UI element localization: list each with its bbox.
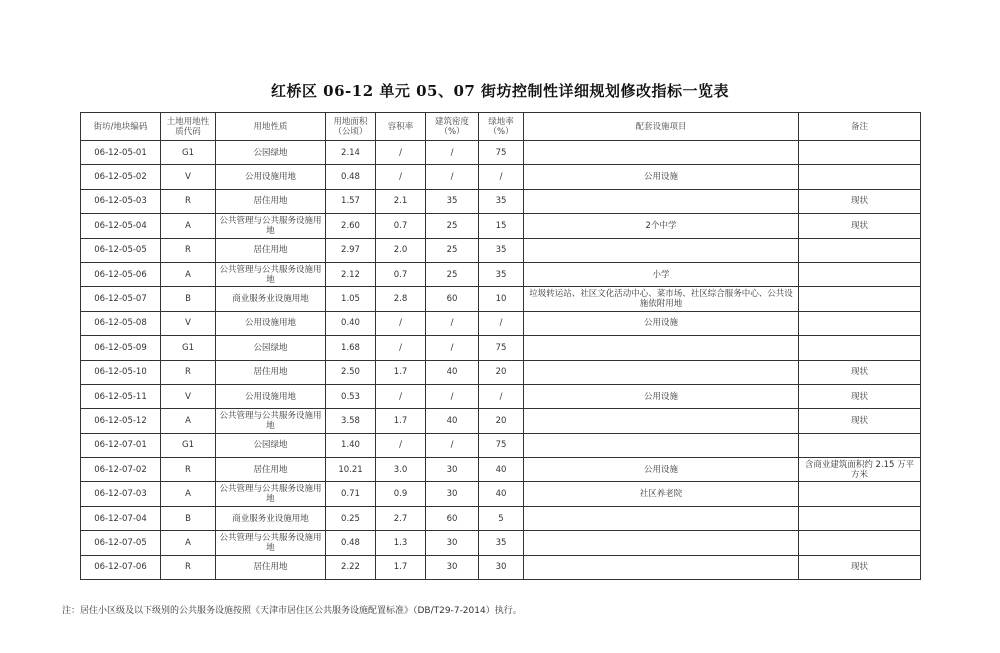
cell-land-use: 居住用地 <box>216 189 326 213</box>
cell-area: 1.57 <box>326 189 376 213</box>
table-row <box>81 238 921 262</box>
cell-facilities <box>524 531 799 555</box>
cell-far: 2.8 <box>376 287 426 311</box>
cell-area: 2.12 <box>326 262 376 286</box>
cell-remarks <box>799 506 921 530</box>
cell-far: 0.9 <box>376 482 426 506</box>
table-row <box>81 384 921 408</box>
cell-land-use: 公用设施用地 <box>216 311 326 335</box>
cell-facilities <box>524 238 799 262</box>
cell-land-use: 公用设施用地 <box>216 165 326 189</box>
cell-land-use: 商业服务业设施用地 <box>216 287 326 311</box>
cell-area: 3.58 <box>326 409 376 433</box>
table-row <box>81 141 921 165</box>
header-row <box>81 113 921 141</box>
cell-remarks: 现状 <box>799 384 921 408</box>
cell-land-use: 居住用地 <box>216 238 326 262</box>
cell-facilities: 2个中学 <box>524 214 799 238</box>
cell-density: 25 <box>426 238 479 262</box>
cell-land-code: V <box>161 165 216 189</box>
cell-green-ratio: 5 <box>479 506 524 530</box>
cell-far: 1.3 <box>376 531 426 555</box>
table-row <box>81 506 921 530</box>
cell-facilities <box>524 506 799 530</box>
cell-remarks <box>799 311 921 335</box>
cell-far: 1.7 <box>376 360 426 384</box>
cell-green-ratio: 35 <box>479 189 524 213</box>
cell-code: 06-12-05-07 <box>81 287 161 311</box>
cell-land-code: R <box>161 360 216 384</box>
table-row <box>81 409 921 433</box>
cell-green-ratio: 75 <box>479 141 524 165</box>
cell-facilities: 公用设施 <box>524 458 799 482</box>
cell-area: 0.48 <box>326 531 376 555</box>
cell-facilities <box>524 433 799 457</box>
cell-far: 1.7 <box>376 555 426 579</box>
cell-remarks <box>799 165 921 189</box>
cell-density: / <box>426 165 479 189</box>
cell-area: 0.48 <box>326 165 376 189</box>
cell-far: 2.1 <box>376 189 426 213</box>
cell-code: 06-12-05-11 <box>81 384 161 408</box>
cell-area: 2.60 <box>326 214 376 238</box>
cell-green-ratio: / <box>479 384 524 408</box>
cell-far: / <box>376 311 426 335</box>
cell-area: 10.21 <box>326 458 376 482</box>
cell-green-ratio: 75 <box>479 433 524 457</box>
cell-land-code: A <box>161 482 216 506</box>
cell-code: 06-12-07-03 <box>81 482 161 506</box>
cell-code: 06-12-07-04 <box>81 506 161 530</box>
col-header-land-use: 用地性质 <box>216 113 326 141</box>
cell-land-code: G1 <box>161 336 216 360</box>
cell-density: / <box>426 311 479 335</box>
cell-remarks <box>799 531 921 555</box>
cell-facilities: 社区养老院 <box>524 482 799 506</box>
cell-land-use: 公园绿地 <box>216 336 326 360</box>
cell-facilities <box>524 141 799 165</box>
table-row <box>81 482 921 506</box>
cell-far: 2.0 <box>376 238 426 262</box>
table-row <box>81 336 921 360</box>
cell-land-code: R <box>161 238 216 262</box>
cell-green-ratio: / <box>479 311 524 335</box>
col-header-green-ratio: 绿地率（%） <box>479 113 524 141</box>
indicator-table <box>80 112 921 580</box>
cell-green-ratio: 40 <box>479 458 524 482</box>
cell-facilities <box>524 336 799 360</box>
cell-density: / <box>426 336 479 360</box>
col-header-far: 容积率 <box>376 113 426 141</box>
table-row <box>81 214 921 238</box>
cell-area: 1.68 <box>326 336 376 360</box>
cell-green-ratio: 15 <box>479 214 524 238</box>
cell-far: 0.7 <box>376 262 426 286</box>
cell-density: 35 <box>426 189 479 213</box>
cell-remarks <box>799 262 921 286</box>
cell-area: 1.40 <box>326 433 376 457</box>
cell-green-ratio: 20 <box>479 360 524 384</box>
cell-facilities: 公用设施 <box>524 311 799 335</box>
cell-far: 1.7 <box>376 409 426 433</box>
cell-area: 2.14 <box>326 141 376 165</box>
cell-code: 06-12-05-09 <box>81 336 161 360</box>
cell-green-ratio: 35 <box>479 238 524 262</box>
col-header-area: 用地面积（公顷） <box>326 113 376 141</box>
cell-area: 2.22 <box>326 555 376 579</box>
cell-code: 06-12-07-02 <box>81 458 161 482</box>
cell-remarks: 现状 <box>799 409 921 433</box>
cell-remarks: 现状 <box>799 555 921 579</box>
cell-land-use: 公共管理与公共服务设施用地 <box>216 262 326 286</box>
cell-code: 06-12-05-02 <box>81 165 161 189</box>
cell-land-code: B <box>161 287 216 311</box>
cell-remarks: 现状 <box>799 189 921 213</box>
table-row <box>81 458 921 482</box>
cell-far: 0.7 <box>376 214 426 238</box>
cell-density: 25 <box>426 214 479 238</box>
cell-remarks <box>799 433 921 457</box>
cell-far: / <box>376 336 426 360</box>
table-row <box>81 262 921 286</box>
cell-code: 06-12-05-06 <box>81 262 161 286</box>
cell-code: 06-12-05-10 <box>81 360 161 384</box>
cell-far: / <box>376 384 426 408</box>
table-row <box>81 360 921 384</box>
cell-land-use: 居住用地 <box>216 360 326 384</box>
cell-land-use: 公用设施用地 <box>216 384 326 408</box>
cell-facilities <box>524 555 799 579</box>
cell-land-code: A <box>161 409 216 433</box>
col-header-land-code: 土地用地性质代码 <box>161 113 216 141</box>
cell-land-code: G1 <box>161 433 216 457</box>
cell-land-use: 公园绿地 <box>216 433 326 457</box>
cell-facilities <box>524 360 799 384</box>
cell-land-use: 居住用地 <box>216 555 326 579</box>
cell-code: 06-12-05-04 <box>81 214 161 238</box>
cell-land-use: 商业服务业设施用地 <box>216 506 326 530</box>
cell-far: 3.0 <box>376 458 426 482</box>
table-row <box>81 433 921 457</box>
cell-facilities: 公用设施 <box>524 165 799 189</box>
cell-remarks <box>799 336 921 360</box>
table-body <box>81 141 921 580</box>
table-row <box>81 165 921 189</box>
col-header-code: 街坊/地块编码 <box>81 113 161 141</box>
table-title: 红桥区 06-12 单元 05、07 街坊控制性详细规划修改指标一览表 <box>270 82 730 100</box>
table-row <box>81 287 921 311</box>
cell-land-code: V <box>161 384 216 408</box>
table-row <box>81 555 921 579</box>
cell-facilities: 垃圾转运站、社区文化活动中心、菜市场、社区综合服务中心、公共设施依附用地 <box>524 287 799 311</box>
cell-remarks: 现状 <box>799 214 921 238</box>
cell-area: 2.50 <box>326 360 376 384</box>
table-row <box>81 189 921 213</box>
cell-code: 06-12-05-12 <box>81 409 161 433</box>
cell-facilities <box>524 189 799 213</box>
cell-area: 2.97 <box>326 238 376 262</box>
cell-code: 06-12-05-01 <box>81 141 161 165</box>
col-header-density: 建筑密度（%） <box>426 113 479 141</box>
cell-remarks <box>799 238 921 262</box>
cell-facilities: 公用设施 <box>524 384 799 408</box>
cell-green-ratio: 35 <box>479 262 524 286</box>
cell-land-use: 公共管理与公共服务设施用地 <box>216 531 326 555</box>
cell-density: 40 <box>426 409 479 433</box>
cell-density: 60 <box>426 506 479 530</box>
cell-code: 06-12-07-06 <box>81 555 161 579</box>
cell-facilities <box>524 409 799 433</box>
cell-density: / <box>426 433 479 457</box>
col-header-remarks: 备注 <box>799 113 921 141</box>
cell-area: 0.53 <box>326 384 376 408</box>
cell-code: 06-12-05-05 <box>81 238 161 262</box>
cell-density: 25 <box>426 262 479 286</box>
cell-green-ratio: 40 <box>479 482 524 506</box>
cell-land-use: 公共管理与公共服务设施用地 <box>216 409 326 433</box>
cell-green-ratio: 30 <box>479 555 524 579</box>
cell-far: / <box>376 141 426 165</box>
cell-remarks: 含商业建筑面积约 2.15 万平方米 <box>799 458 921 482</box>
cell-land-code: R <box>161 189 216 213</box>
cell-remarks <box>799 482 921 506</box>
cell-density: 30 <box>426 482 479 506</box>
cell-area: 1.05 <box>326 287 376 311</box>
cell-area: 0.25 <box>326 506 376 530</box>
cell-code: 06-12-05-08 <box>81 311 161 335</box>
cell-land-code: R <box>161 458 216 482</box>
cell-green-ratio: 75 <box>479 336 524 360</box>
cell-land-code: B <box>161 506 216 530</box>
cell-green-ratio: 35 <box>479 531 524 555</box>
cell-remarks <box>799 141 921 165</box>
cell-code: 06-12-05-03 <box>81 189 161 213</box>
cell-land-code: G1 <box>161 141 216 165</box>
cell-land-code: A <box>161 262 216 286</box>
cell-density: 40 <box>426 360 479 384</box>
cell-land-use: 居住用地 <box>216 458 326 482</box>
cell-code: 06-12-07-05 <box>81 531 161 555</box>
table-row <box>81 311 921 335</box>
cell-land-use: 公园绿地 <box>216 141 326 165</box>
cell-remarks: 现状 <box>799 360 921 384</box>
cell-density: / <box>426 384 479 408</box>
cell-density: 30 <box>426 531 479 555</box>
cell-area: 0.40 <box>326 311 376 335</box>
cell-far: / <box>376 433 426 457</box>
cell-green-ratio: 20 <box>479 409 524 433</box>
cell-density: 30 <box>426 458 479 482</box>
cell-far: 2.7 <box>376 506 426 530</box>
cell-code: 06-12-07-01 <box>81 433 161 457</box>
cell-land-use: 公共管理与公共服务设施用地 <box>216 214 326 238</box>
cell-green-ratio: / <box>479 165 524 189</box>
cell-land-code: A <box>161 531 216 555</box>
cell-land-code: R <box>161 555 216 579</box>
cell-density: 60 <box>426 287 479 311</box>
table-row <box>81 531 921 555</box>
cell-land-code: V <box>161 311 216 335</box>
cell-area: 0.71 <box>326 482 376 506</box>
cell-green-ratio: 10 <box>479 287 524 311</box>
cell-land-code: A <box>161 214 216 238</box>
cell-remarks <box>799 287 921 311</box>
cell-facilities: 小学 <box>524 262 799 286</box>
col-header-facilities: 配套设施项目 <box>524 113 799 141</box>
footnote: 注：居住小区级及以下级别的公共服务设施按照《天津市居住区公共服务设施配置标准》（DB/T29-7-2014）执行。 <box>62 606 522 616</box>
cell-far: / <box>376 165 426 189</box>
cell-density: 30 <box>426 555 479 579</box>
cell-density: / <box>426 141 479 165</box>
cell-land-use: 公共管理与公共服务设施用地 <box>216 482 326 506</box>
